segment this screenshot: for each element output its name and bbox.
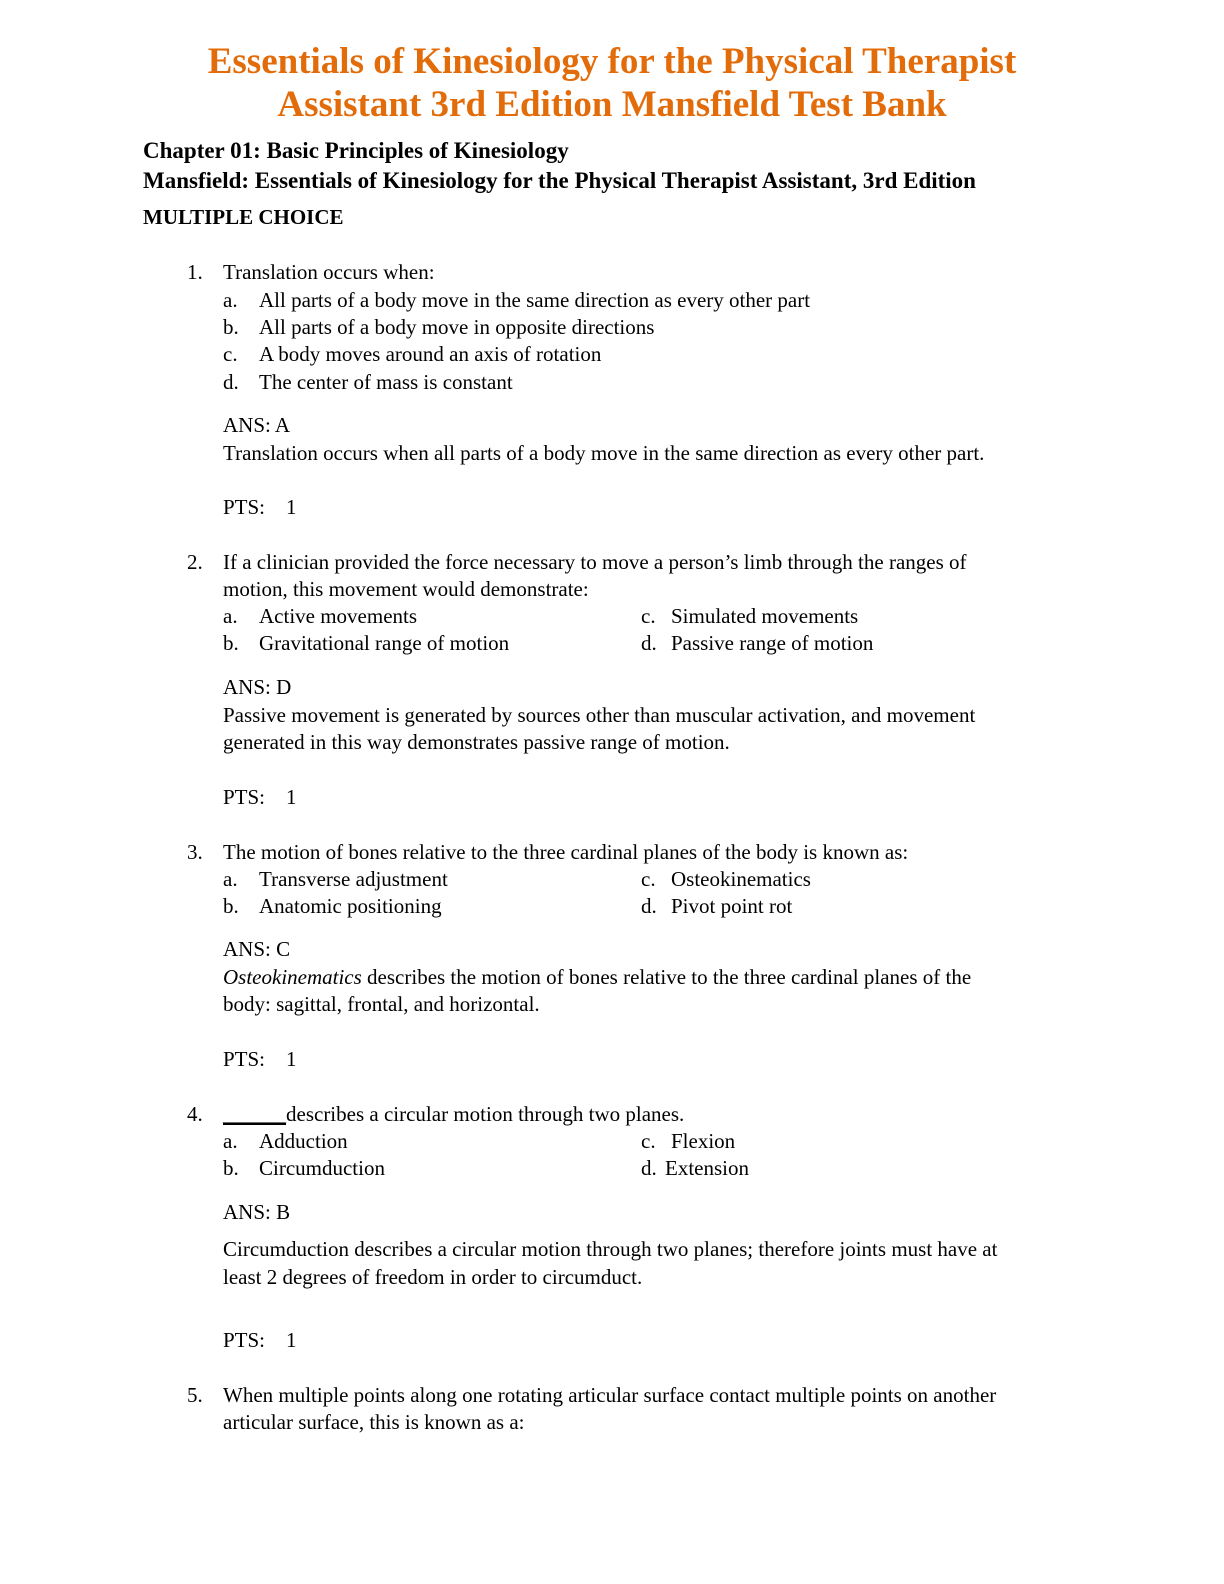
option-text: Extension <box>665 1156 749 1180</box>
option-text: The center of mass is constant <box>259 370 513 394</box>
book-heading: Mansfield: Essentials of Kinesiology for the Physical Therapist Assistant, 3rd Edition <box>143 168 976 193</box>
option-c <box>641 603 859 630</box>
option-letter: a. <box>223 288 238 312</box>
option-text: Transverse adjustment <box>259 867 448 891</box>
option-letter: b. <box>223 631 239 655</box>
option-letter: b. <box>223 1156 239 1180</box>
option-letter: c. <box>223 342 238 366</box>
question-stem <box>223 1101 684 1128</box>
question-stem: The motion of bones relative to the three cardinal planes of the body is known as: <box>223 840 909 864</box>
option-letter: d. <box>641 631 657 655</box>
option-text: Circumduction <box>259 1156 385 1180</box>
option-letter: a. <box>223 604 238 628</box>
rationale-line-2: least 2 degrees of freedom in order to circumduct. <box>223 1265 643 1289</box>
option-letter: a. <box>223 1129 238 1153</box>
option-letter: c. <box>641 604 656 628</box>
rationale-line-2: generated in this way demonstrates passive range of motion. <box>223 730 730 754</box>
points: PTS: 1 <box>223 1047 297 1071</box>
option-text: Osteokinematics <box>671 867 811 891</box>
option-c <box>641 1128 736 1155</box>
title-line-1: Essentials of Kinesiology for the Physical Therapist <box>207 41 1017 82</box>
option-b <box>223 1155 385 1182</box>
question-number: 2. <box>187 550 203 574</box>
question-stem: Translation occurs when: <box>223 260 435 284</box>
chapter-heading: Chapter 01: Basic Principles of Kinesiology <box>143 138 569 163</box>
option-letter: d. <box>641 894 657 918</box>
section-heading: MULTIPLE CHOICE <box>143 205 344 229</box>
option-text: All parts of a body move in the same direction as every other part <box>259 288 811 312</box>
option-text: A body moves around an axis of rotation <box>259 342 602 366</box>
question-number: 5. <box>187 1383 203 1407</box>
option-d <box>641 1155 749 1182</box>
question-stem-line-2: articular surface, this is known as a: <box>223 1410 525 1434</box>
option-a <box>223 603 418 630</box>
option-letter: b. <box>223 894 239 918</box>
option-text: Simulated movements <box>671 604 859 628</box>
option-text: Gravitational range of motion <box>259 631 510 655</box>
answer-key: ANS: C <box>223 937 291 961</box>
points: PTS: 1 <box>223 495 297 519</box>
rationale-line-1: Passive movement is generated by sources other than muscular activation, and movement <box>223 703 976 727</box>
question-stem-line-2: motion, this movement would demonstrate: <box>223 577 589 601</box>
option-d <box>223 369 513 396</box>
title-line-2: Assistant 3rd Edition Mansfield Test Bank <box>277 84 947 125</box>
answer-key: ANS: B <box>223 1200 291 1224</box>
rationale-line-1 <box>223 964 971 991</box>
option-c <box>223 341 602 368</box>
question-stem-text: describes a circular motion through two planes. <box>286 1102 685 1126</box>
option-a <box>223 287 811 314</box>
option-letter: c. <box>641 1129 656 1153</box>
option-text: Adduction <box>259 1129 348 1153</box>
option-text: All parts of a body move in opposite directions <box>259 315 655 339</box>
option-a <box>223 866 448 893</box>
option-letter: a. <box>223 867 238 891</box>
question-number: 1. <box>187 260 203 284</box>
option-a <box>223 1128 348 1155</box>
question-stem-line-1: If a clinician provided the force necessary to move a person’s limb through the ranges of <box>223 550 967 574</box>
rationale: Translation occurs when all parts of a body move in the same direction as every other part. <box>223 441 985 465</box>
option-b <box>223 314 655 341</box>
rationale-line-2: body: sagittal, frontal, and horizontal. <box>223 992 540 1016</box>
option-b <box>223 893 442 920</box>
option-letter: d. <box>641 1156 657 1180</box>
option-text: Active movements <box>259 604 418 628</box>
option-letter: d. <box>223 370 239 394</box>
option-c <box>641 866 811 893</box>
option-text: Anatomic positioning <box>259 894 442 918</box>
option-d <box>641 893 793 920</box>
rationale-text: describes the motion of bones relative to the three cardinal planes of the <box>361 965 972 989</box>
rationale-term: Osteokinematics <box>223 965 362 989</box>
option-text: Passive range of motion <box>671 631 874 655</box>
answer-key: ANS: D <box>223 675 292 699</box>
option-letter: c. <box>641 867 656 891</box>
option-d <box>641 630 874 657</box>
option-text: Flexion <box>671 1129 736 1153</box>
points: PTS: 1 <box>223 785 297 809</box>
answer-key: ANS: A <box>223 413 291 437</box>
question-number: 4. <box>187 1102 203 1126</box>
question-number: 3. <box>187 840 203 864</box>
question-stem-line-1: When multiple points along one rotating articular surface contact multiple points on another <box>223 1383 997 1407</box>
rationale-line-1: Circumduction describes a circular motion through two planes; therefore joints must have at <box>223 1237 998 1261</box>
points: PTS: 1 <box>223 1328 297 1352</box>
option-b <box>223 630 510 657</box>
option-text: Pivot point rot <box>671 894 793 918</box>
option-letter: b. <box>223 315 239 339</box>
fill-in-blank: ______ <box>223 1102 286 1126</box>
